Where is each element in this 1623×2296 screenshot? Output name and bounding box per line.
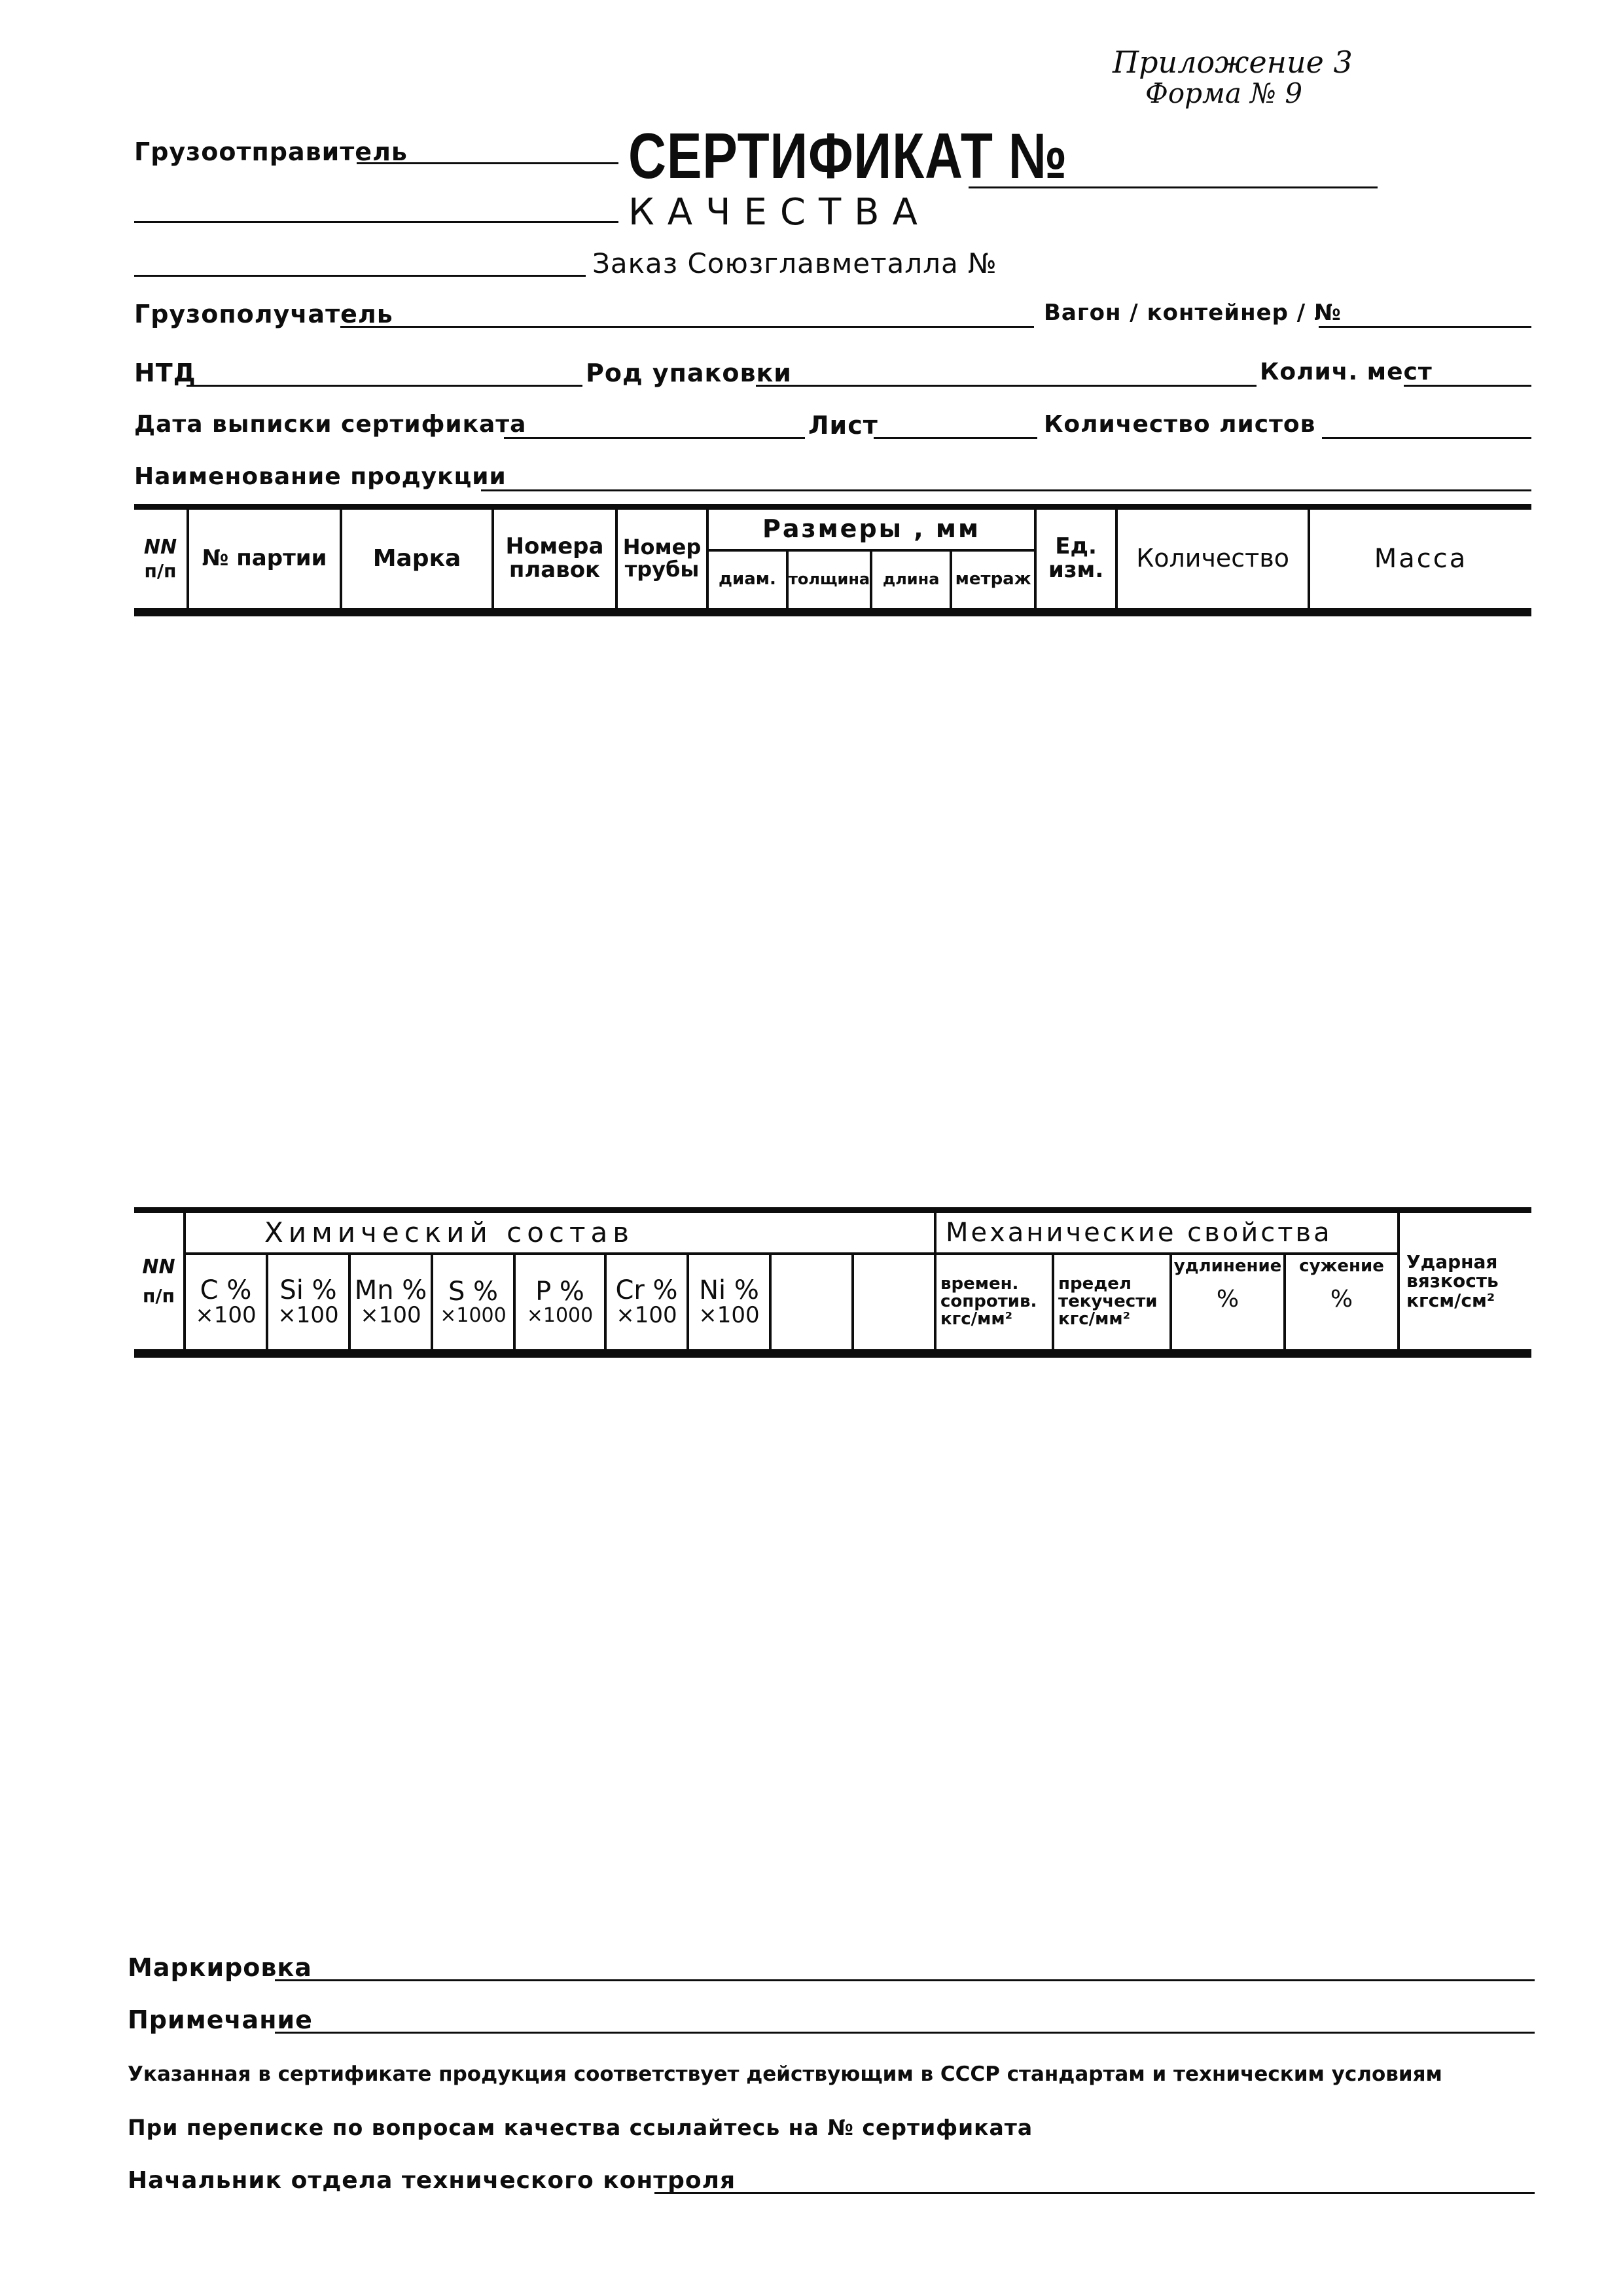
sheet-field[interactable]	[874, 437, 1037, 439]
nn-header: NN п/п	[134, 507, 188, 610]
grade-header: Марка	[341, 507, 493, 610]
compliance-statement: Указанная в сертификате продукция соответствует действующим в СССР стандартам и техническим условиям	[128, 2062, 1442, 2086]
chem-extra-1[interactable]	[770, 1254, 853, 1351]
nn-header-2: NN п/п	[134, 1210, 185, 1351]
certificate-subtitle: КАЧЕСТВА	[628, 191, 931, 234]
product-label: Наименование продукции	[134, 463, 507, 490]
wagon-field[interactable]	[1319, 326, 1531, 328]
thickness-header: толщина	[787, 550, 871, 610]
tensile-header: времен. сопротив. кгс/мм²	[935, 1254, 1053, 1351]
items-table-bottom-rule	[134, 609, 1531, 614]
properties-table-bottom-rule	[134, 1351, 1531, 1355]
mass-header: Масса	[1309, 507, 1531, 610]
shipper-label: Грузоотправитель	[134, 137, 408, 166]
yield-header: предел текучести кгс/мм²	[1053, 1254, 1171, 1351]
chem-p: P % ×1000	[514, 1254, 605, 1351]
unit-header: Ед. изм.	[1035, 507, 1116, 610]
ntd-field[interactable]	[187, 385, 582, 387]
chem-extra-2[interactable]	[853, 1254, 935, 1351]
lot-header: № партии	[188, 507, 341, 610]
product-field[interactable]	[481, 489, 1531, 491]
sheets-count-label: Количество листов	[1044, 411, 1316, 438]
sheets-count-field[interactable]	[1322, 437, 1531, 439]
form-number-label: Форма № 9	[1145, 77, 1303, 109]
certificate-number-field[interactable]	[969, 186, 1378, 188]
consignee-field[interactable]	[340, 326, 1034, 328]
appendix-label: Приложение 3	[1113, 44, 1353, 80]
reduction-header: сужение %	[1285, 1254, 1399, 1351]
meterage-header: метраж	[951, 550, 1035, 610]
consignee-label: Грузополучатель	[134, 300, 393, 328]
sheet-label: Лист	[808, 411, 878, 440]
chem-cr: Cr % ×100	[605, 1254, 688, 1351]
date-label: Дата выписки сертификата	[134, 411, 527, 438]
items-entry-area[interactable]	[134, 622, 1531, 1197]
heats-header: Номера плавок	[493, 507, 616, 610]
places-field[interactable]	[1404, 385, 1531, 387]
correspondence-note: При переписке по вопросам качества ссылайтесь на № сертификата	[128, 2115, 1033, 2140]
items-table	[134, 504, 1531, 616]
shipper-field[interactable]	[357, 162, 618, 164]
chem-composition-header: Химический состав	[185, 1210, 935, 1254]
chem-s: S % ×1000	[432, 1254, 514, 1351]
marking-field[interactable]	[275, 1979, 1535, 1981]
date-field[interactable]	[504, 437, 805, 439]
properties-entry-area[interactable]	[134, 1364, 1531, 1940]
certificate-title: СЕРТИФИКАТ №	[628, 120, 1068, 192]
chief-label: Начальник отдела технического контроля	[128, 2167, 736, 2194]
sizes-header: Размеры , мм	[707, 507, 1035, 550]
mech-properties-header: Механические свойства	[935, 1210, 1399, 1254]
pipe-header: Номер трубы	[616, 507, 707, 610]
chem-ni: Ni % ×100	[688, 1254, 770, 1351]
length-header: длина	[871, 550, 951, 610]
marking-label: Маркировка	[128, 1953, 312, 1982]
properties-table	[134, 1207, 1531, 1358]
chem-c: C % ×100	[185, 1254, 267, 1351]
packing-field[interactable]	[756, 385, 1257, 387]
elongation-header: удлинение %	[1171, 1254, 1285, 1351]
order-label: Заказ Союзглавметалла №	[592, 247, 997, 279]
wagon-label: Вагон / контейнер / №	[1044, 300, 1342, 326]
ntd-label: НТД	[134, 359, 196, 387]
chief-signature-field[interactable]	[654, 2192, 1535, 2194]
diam-header: диам.	[707, 550, 787, 610]
quantity-header: Количество	[1116, 507, 1309, 610]
shipper-field-line3[interactable]	[134, 275, 586, 277]
chem-si: Si % ×100	[267, 1254, 349, 1351]
places-label: Колич. мест	[1260, 359, 1433, 385]
note-field[interactable]	[275, 2032, 1535, 2034]
packing-label: Род упаковки	[586, 359, 792, 387]
shipper-field-line2[interactable]	[134, 221, 618, 223]
impact-header: Ударная вязкость кгсм/см²	[1399, 1210, 1531, 1351]
chem-mn: Mn % ×100	[349, 1254, 432, 1351]
note-label: Примечание	[128, 2005, 313, 2034]
